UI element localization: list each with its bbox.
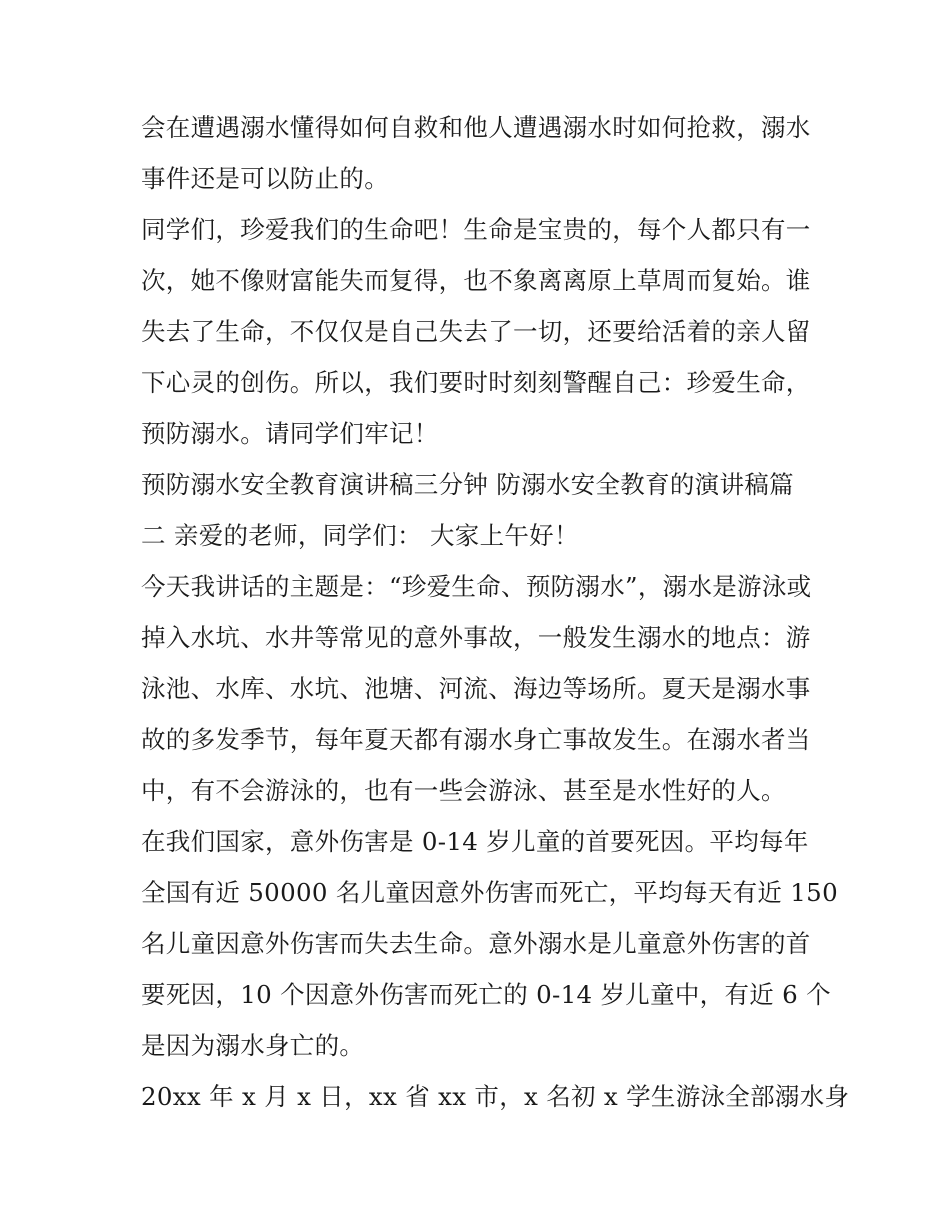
text-line: 事件还是可以防止的。	[141, 164, 389, 193]
text-line: 20xx 年 x 月 x 日，xx 省 xx 市，x 名初 x 学生游泳全部溺水身	[141, 1082, 850, 1111]
text-line: 中，有不会游泳的，也有一些会游泳、甚至是水性好的人。	[141, 776, 786, 805]
text-line: 预防溺水。请同学们牢记！	[141, 419, 439, 448]
text-line: 在我们国家，意外伤害是 0-14 岁儿童的首要死因。平均每年	[141, 827, 809, 856]
text-line: 故的多发季节，每年夏天都有溺水身亡事故发生。在溺水者当	[141, 725, 811, 754]
text-line: 失去了生命，不仅仅是自己失去了一切，还要给活着的亲人留	[141, 317, 811, 346]
text-line: 全国有近 50000 名儿童因意外伤害而死亡，平均每天有近 150	[141, 878, 838, 907]
section-heading-line: 预防溺水安全教育演讲稿三分钟 防溺水安全教育的演讲稿篇	[141, 470, 794, 499]
text-line: 同学们，珍爱我们的生命吧！生命是宝贵的，每个人都只有一	[141, 215, 811, 244]
text-line: 是因为溺水身亡的。	[141, 1031, 365, 1060]
section-heading-line: 二 亲爱的老师，同学们： 大家上午好！	[141, 521, 579, 550]
text-line: 要死因，10 个因意外伤害而死亡的 0-14 岁儿童中，有近 6 个	[141, 980, 831, 1009]
text-line: 名儿童因意外伤害而失去生命。意外溺水是儿童意外伤害的首	[141, 929, 811, 958]
text-line: 泳池、水库、水坑、池塘、河流、海边等场所。夏天是溺水事	[141, 674, 811, 703]
text-line: 下心灵的创伤。所以，我们要时时刻刻警醒自己：珍爱生命，	[141, 368, 811, 397]
text-line: 掉入水坑、水井等常见的意外事故，一般发生溺水的地点：游	[141, 623, 811, 652]
text-line: 会在遭遇溺水懂得如何自救和他人遭遇溺水时如何抢救，溺水	[141, 113, 811, 142]
text-line: 今天我讲话的主题是：“珍爱生命、预防溺水”，溺水是游泳或	[141, 572, 812, 601]
text-line: 次，她不像财富能失而复得，也不象离离原上草周而复始。谁	[141, 266, 811, 295]
